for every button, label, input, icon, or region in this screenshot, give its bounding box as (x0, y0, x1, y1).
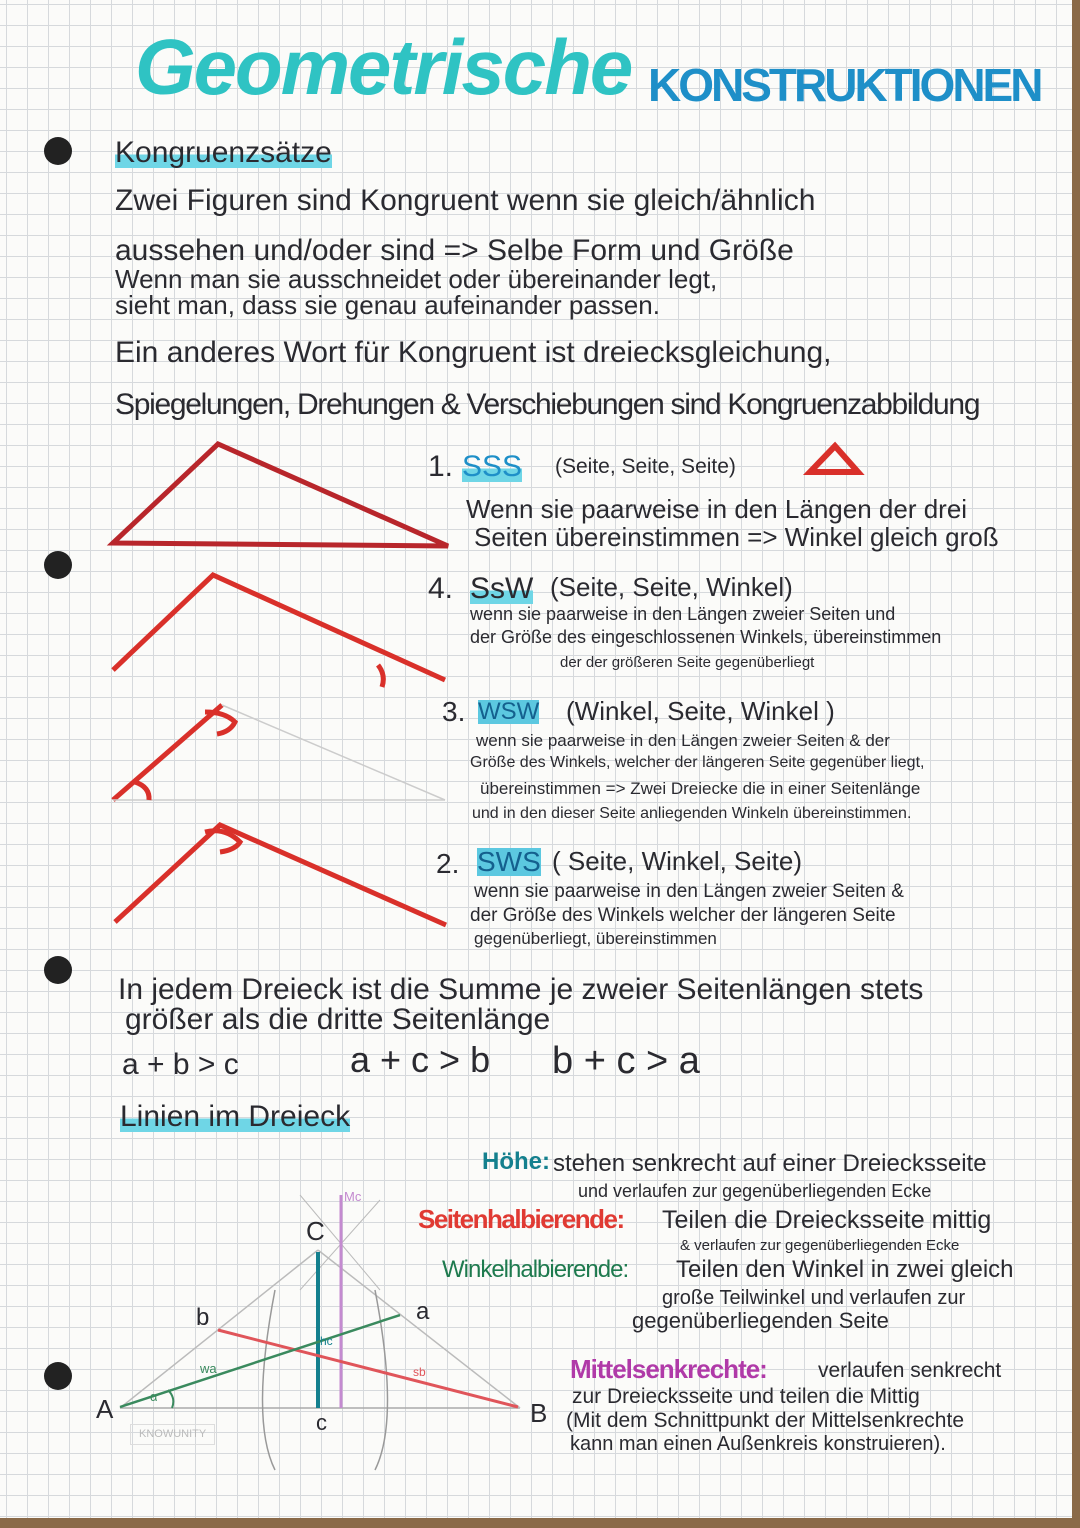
rule-text: und in den dieser Seite anliegenden Winkeln übereinstimmen. (472, 805, 912, 822)
text-line: größer als die dritte Seitenlänge (125, 1003, 551, 1036)
text-line: Spiegelungen, Drehungen & Verschiebungen sind Kongruenzabbildung (115, 388, 980, 421)
definition-text: stehen senkrecht auf einer Dreiecksseite (553, 1150, 987, 1177)
rule-text: Wenn sie paarweise in den Längen der drei (466, 494, 968, 524)
label-wa: wa (200, 1361, 217, 1376)
definition-text: große Teilwinkel und verlaufen zur (662, 1287, 966, 1309)
rule-text: der der größeren Seite gegenüberliegt (560, 654, 815, 671)
rule-name: ( Seite, Winkel, Seite) (552, 846, 802, 876)
watermark: KNOWUNITY (130, 1424, 215, 1445)
rule-text: wenn sie paarweise in den Längen zweier Seiten und (470, 604, 896, 624)
definition-text: Teilen den Winkel in zwei gleich (676, 1256, 1014, 1283)
term-mittelsenkrechte: Mittelsenkrechte: (570, 1354, 767, 1384)
triangle-wsw (113, 705, 445, 800)
rule-number: 4. (428, 572, 454, 605)
definition-text: kann man einen Außenkreis konstruieren). (570, 1433, 946, 1455)
rule-text: der Größe des eingeschlossenen Winkels, übereinstimmen (470, 627, 942, 647)
text-line: Wenn man sie ausschneidet oder übereinander legt, (115, 264, 718, 294)
text-line: aussehen und/oder sind => Selbe Form und Größe (115, 234, 794, 267)
rule-abbr: SsW (470, 572, 534, 605)
title-main: Geometrische (135, 23, 632, 111)
inequality: b + c > a (552, 1040, 700, 1082)
definition-text: Teilen die Dreiecksseite mittig (662, 1206, 992, 1234)
label-B: B (530, 1398, 548, 1428)
inequality: a + b > c (122, 1048, 239, 1081)
label-A: A (96, 1394, 114, 1424)
rule-name: (Seite, Seite, Winkel) (550, 572, 793, 602)
rule-name: (Seite, Seite, Seite) (555, 455, 736, 478)
triangle-sss (113, 444, 448, 546)
rule-number: 2. (436, 848, 460, 879)
label-c: c (316, 1410, 327, 1435)
rule-abbr: WSW (478, 698, 540, 725)
rule-text: wenn sie paarweise in den Längen zweier Seiten & der (476, 731, 890, 750)
section-heading-kongruenz: Kongruenzsätze (115, 136, 332, 169)
section-heading-linien: Linien im Dreieck (120, 1100, 351, 1133)
rule-text: Größe des Winkels, welcher der längeren Seite gegenüber liegt, (470, 754, 925, 771)
label-a: a (416, 1298, 430, 1325)
rule-number: 1. (428, 450, 454, 483)
rule-text: übereinstimmen => Zwei Dreiecke die in einer Seitenlänge (480, 779, 921, 798)
definition-text: & verlaufen zur gegenüberliegenden Ecke (680, 1237, 960, 1254)
definition-text: gegenüberliegenden Seite (632, 1308, 889, 1333)
term-hoehe: Höhe: (482, 1148, 550, 1175)
rule-abbr: SWS (477, 846, 541, 877)
triangle-sws (115, 825, 446, 925)
definition-text: zur Dreiecksseite und teilen die Mittig (572, 1385, 920, 1408)
definition-text: verlaufen senkrecht (818, 1359, 1002, 1382)
text-line: Zwei Figuren sind Kongruent wenn sie gleich/ähnlich (115, 184, 816, 217)
rule-text: wenn sie paarweise in den Längen zweier Seiten & (474, 881, 904, 902)
rule-text: der Größe des Winkels welcher der längeren Seite (470, 905, 896, 926)
term-winkelhalbierende: Winkelhalbierende: (442, 1256, 629, 1283)
rule-number: 3. (442, 696, 466, 727)
text-line: Ein anderes Wort für Kongruent ist dreiecksgleichung, (115, 336, 832, 369)
rule-abbr: SSS (462, 450, 523, 483)
label-sb: sb (413, 1365, 426, 1379)
label-C: C (306, 1216, 325, 1246)
label-mc: Mc (344, 1189, 362, 1204)
label-b: b (196, 1304, 210, 1331)
label-hc: hc (320, 1334, 333, 1348)
term-seitenhalbierende: Seitenhalbierende: (418, 1204, 624, 1234)
rule-text: Seiten übereinstimmen => Winkel gleich groß (474, 522, 999, 552)
rule-text: gegenüberliegt, übereinstimmen (474, 929, 717, 948)
definition-text: und verlaufen zur gegenüberliegenden Ecke (578, 1181, 932, 1201)
definition-text: (Mit dem Schnittpunkt der Mittelsenkrechte (566, 1409, 964, 1432)
triangle-icon (810, 446, 858, 472)
inequality: a + c > b (350, 1039, 491, 1080)
text-line: sieht man, dass sie genau aufeinander passen. (115, 290, 660, 320)
rule-name: (Winkel, Seite, Winkel ) (566, 696, 835, 726)
triangle-ssw (113, 575, 445, 687)
label-alpha: α (150, 1389, 158, 1404)
title-sub: KONSTRUKTIONEN (648, 59, 1041, 111)
text-line: In jedem Dreieck ist die Summe je zweier Seitenlängen stets (118, 973, 924, 1006)
